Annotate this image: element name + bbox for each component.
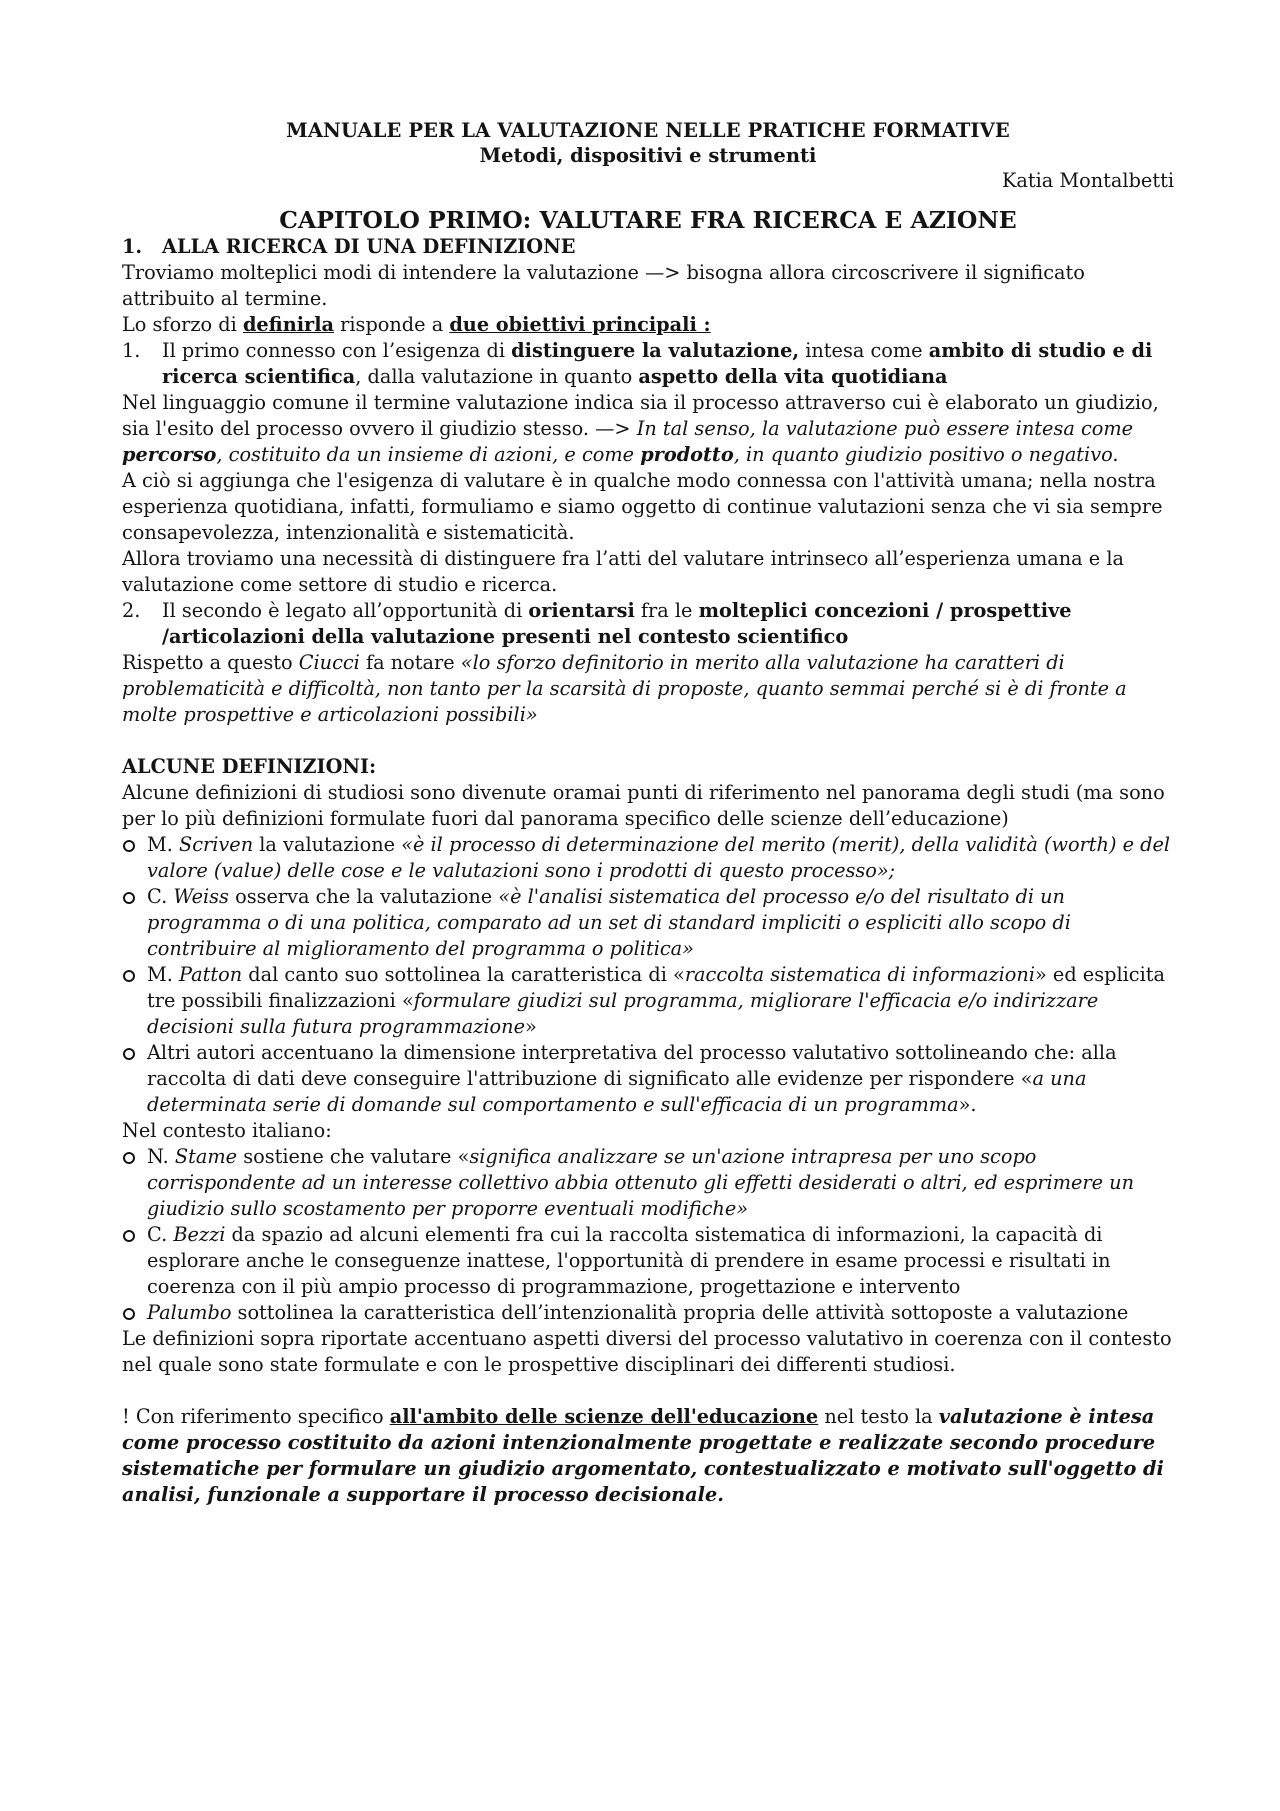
list-item-number: 2. — [122, 599, 141, 622]
common-language-paragraph: Nel linguaggio comune il termine valutazione indica sia il processo attraverso cui è elaborato un giudizio, sia l'esito del processo ovvero il giudizio stesso. —> In tal senso, la valutazione può essere intesa come percorso, costituito da un insieme di azioni, e come prodotto, in quanto giudizio positivo o negativo. — [122, 391, 1159, 466]
definition-other-authors: Altri autori accentuano la dimensione interpretativa del processo valutativo sottolineando che: alla raccolta di dati deve conseguire l'attribuzione di significato alle evidenze per rispondere «a una determinata serie di domande sul comportamento e sull'efficacia di un programma». — [122, 1040, 1174, 1118]
list-item-number: 1. — [122, 339, 141, 362]
document-page — [122, 118, 1174, 1508]
list-item-text: Il primo connesso con l’esigenza di distinguere la valutazione, intesa come ambito di studio e di ricerca scientifica, dalla valutazione in quanto aspetto della vita quotidiana — [162, 339, 1153, 388]
intro-paragraph: Troviamo molteplici modi di intendere la valutazione —> bisogna allora circoscrivere il significato attribuito al termine. — [122, 261, 1085, 310]
human-activity-paragraph: A ciò si aggiunga che l'esigenza di valutare è in qualche modo connessa con l'attività umana; nella nostra esperienza quotidiana, infatti, formuliamo e siamo oggetto di continue valutazioni senza che vi sia sempre consapevolezza, intenzionalità e sistematicità. — [122, 469, 1163, 544]
definition-stame: N. Stame sostiene che valutare «significa analizzare se un'azione intrapresa per uno scopo corrispondente ad un interesse collettivo abbia ottenuto gli effetti desiderati o altri, ed esprimere un giudizio sullo scostamento per proporre eventuali modifiche» — [122, 1144, 1174, 1222]
bullet-icon — [122, 884, 147, 962]
list-item-1 — [122, 338, 1174, 390]
definitions-heading: ALCUNE DEFINIZIONI: — [122, 755, 377, 778]
objectives-paragraph: Lo sforzo di definirla risponde a due obiettivi principali : — [122, 313, 711, 336]
author-name: Katia Montalbetti — [1001, 169, 1174, 192]
definition-weiss: C. Weiss osserva che la valutazione «è l'analisi sistematica del processo e/o del risultato di un programma o di una politica, comparato ad un set di standard impliciti o espliciti allo scopo di contribuire al miglioramento del programma o politica» — [122, 884, 1174, 962]
list-item-text: Il secondo è legato all’opportunità di orientarsi fra le molteplici concezioni / prospettive /articolazioni della valutazione presenti nel contesto scientifico — [162, 599, 1072, 648]
ciucci-paragraph: Rispetto a questo Ciucci fa notare «lo sforzo definitorio in merito alla valutazione ha caratteri di problematicità e difficoltà, non tanto per la scarsità di proposte, quanto semmai perché si è di fronte a molte prospettive e articolazioni possibili» — [122, 651, 1127, 726]
final-definition: ! Con riferimento specifico all'ambito delle scienze dell'educazione nel testo la valutazione è intesa come processo costituito da azioni intenzionalmente progettate e realizzate secondo procedure sistematiche per formulare un giudizio argomentato, contestualizzato e motivato sull'oggetto di analisi, funzionale a supportare il processo decisionale. — [122, 1405, 1164, 1506]
section-title: ALLA RICERCA DI UNA DEFINIZIONE — [162, 235, 576, 258]
definition-bezzi: C. Bezzi da spazio ad alcuni elementi fra cui la raccolta sistematica di informazioni, la capacità di esplorare anche le conseguenze inattese, l'opportunità di prendere in esame processi e risultati in coerenza con il più ampio processo di programmazione, progettazione e intervento — [122, 1222, 1174, 1300]
definition-palumbo: Palumbo sottolinea la caratteristica dell’intenzionalità propria delle attività sottoposte a valutazione — [122, 1300, 1174, 1326]
bullet-icon — [122, 832, 147, 884]
bullet-icon — [122, 1040, 147, 1118]
document-subtitle: Metodi, dispositivi e strumenti — [479, 144, 817, 167]
section-number: 1. — [122, 235, 143, 258]
chapter-title: CAPITOLO PRIMO: VALUTARE FRA RICERCA E AZIONE — [279, 206, 1017, 234]
definition-scriven: M. Scriven la valutazione «è il processo di determinazione del merito (merit), della validità (worth) e del valore (value) delle cose e le valutazioni sono i prodotti di questo processo»; — [122, 832, 1174, 884]
list-item-2 — [122, 598, 1174, 650]
section-heading — [122, 234, 1174, 260]
bullet-icon — [122, 962, 147, 1040]
definition-patton: M. Patton dal canto suo sottolinea la caratteristica di «raccolta sistematica di informazioni» ed esplicita tre possibili finalizzazioni «formulare giudizi sul programma, migliorare l'efficacia e/o indirizzare decisioni sulla futura programmazione» — [122, 962, 1174, 1040]
definitions-closing: Le definizioni sopra riportate accentuano aspetti diversi del processo valutativo in coerenza con il contesto nel quale sono state formulate e con le prospettive disciplinari dei differenti studiosi. — [122, 1327, 1172, 1376]
document-title: MANUALE PER LA VALUTAZIONE NELLE PRATICHE FORMATIVE — [286, 119, 1010, 142]
distinction-paragraph: Allora troviamo una necessità di distinguere fra l’atti del valutare intrinseco all’esperienza umana e la valutazione come settore di studio e ricerca. — [122, 547, 1124, 596]
bullet-icon — [122, 1144, 147, 1222]
italian-context-label: Nel contesto italiano: — [122, 1119, 332, 1142]
definitions-intro: Alcune definizioni di studiosi sono divenute oramai punti di riferimento nel panorama degli studi (ma sono per lo più definizioni formulate fuori dal panorama specifico delle scienze dell’educazione) — [122, 781, 1165, 830]
bullet-icon — [122, 1222, 147, 1300]
bullet-icon — [122, 1300, 147, 1326]
